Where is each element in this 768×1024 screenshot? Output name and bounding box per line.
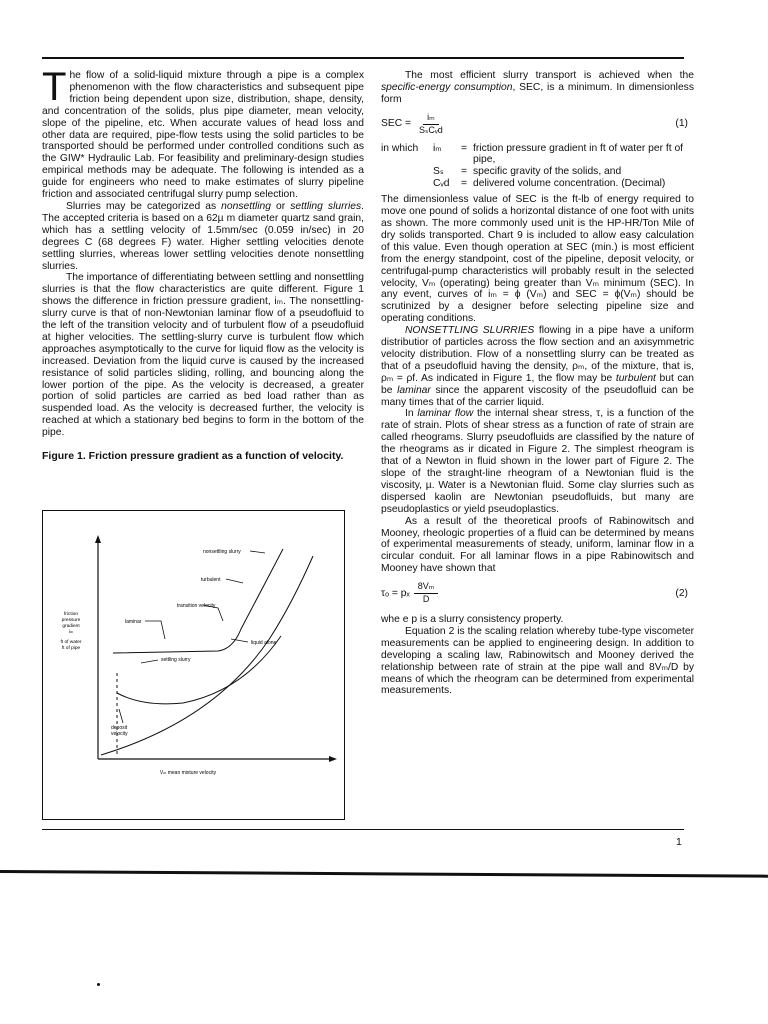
eq1-number: (1) [675, 118, 688, 130]
y-label-4: iₘ [68, 630, 74, 635]
consistency-paragraph: whe e p is a slurry consistency property. [381, 613, 564, 625]
eq2-numerator: 8Vₘ [414, 581, 439, 594]
bottom-rule [42, 829, 684, 830]
label-deposit-2: velocity [111, 731, 128, 737]
deposit-leader [119, 709, 123, 723]
eq1-denominator: SₛCᵥd [419, 124, 443, 135]
figure-1 [42, 510, 345, 820]
definition-row: Cᵥd = delivered volume concentration. (Decimal) [433, 178, 666, 190]
equation-1 [381, 112, 694, 137]
figure-caption: Figure 1. Friction pressure gradient as a function of velocity. [42, 450, 344, 463]
definition-row: Sₛ = specific gravity of the solids, and [433, 166, 622, 178]
scan-edge-line [0, 870, 768, 878]
nonsettling-paragraph: NONSETTLING SLURRIES flowing in a pipe have a uniform distributior of particles across the flow section and an axisymmetric velocity distribution. Flow of a nonsettling slurry can be treated as that of a pseudofluid having the density, ρₘ, of the mixture, that is, ρₘ = ρf. As indicated in Figure 1, the flow may be turbulent but can be laminar since the apparent viscosity of the pseudofluid can be many times that of the carrier liquid. [381, 325, 695, 408]
scan-speck [97, 983, 100, 986]
settling-leader [141, 660, 158, 663]
eq2-fraction [414, 581, 439, 606]
left-column [42, 65, 364, 463]
y-axis-arrow [95, 535, 101, 543]
laminar-paragraph: In laminar flow the internal shear stress, τ, is a function of the rate of strain. Plots of shear stress as a function of rate of strain are called rheograms. Slurry pseudofluids are classified by the nature of the rheograms as ir dicated in Figure 2. The simplest rheogram is that of a Newton in fluid shown in the lower part of Figure 2. The slope of the straıght-line rheogram of a Newtonian fluid is the viscosity, µ. Water is a Newtonian fluid. Some clay slurries such as dispersed kaolin are Newtonian pseudofluids, but many are pseudoplastics or yield pseudoplastics. [381, 408, 695, 515]
settling-difference-paragraph: The importance of differentiating between settling and nonsettling slurries is that the flow characteristics are quite different. Figure 1 shows the difference in friction pressure gradient, iₘ. The nonsettling-slurry curve is that of non-Newtonian laminar flow of a pseudofluid to the left of the transition velocity and of turbulent flow of a pseudofluid at higher velocities. The settling-slurry curve is turbulent flow which approaches asymptotically to the curve for liquid flow as the velocity is increased. Deviation from the liquid curve is caused by the increased resistance of solid particles sliding, rolling, and bouncing along the lower portion of the pipe. As the velocity is decreased, a greater portion of solid particles are carried as bed load rather than as suspended load. As the velocity is decreased further, the velocity is reached at which a stationary bed begins to form in the bottom of the pipe. [42, 272, 364, 439]
y-label-6: ft of pipe [61, 646, 81, 651]
y-label-5: ft of water [60, 640, 82, 645]
rabinowitsch-paragraph: As a result of the theoretical proofs of Rabinowitsch and Mooney, rheologic properties of a fluid can be determined by means of experimental measurements of steady, uniform, laminar flow in a circular conduit. For all laminar flows in a pipe Rabinowitsch and Mooney have shown that [381, 515, 694, 575]
top-rule [42, 57, 684, 59]
nonsettling-curve [113, 549, 283, 653]
turbulent-leader [226, 579, 243, 583]
intro-paragraph: The flow of a solid-liquid mixture through a pipe is a complex phenomenon with the flow characteristics and subsequent pipe friction being dependent upon size, distribution, shape, density, and concentration of the solids, plus pipe diameter, mean velocity, slope of the pipeline, etc. When accurate values of head loss and other data are required, pipe-flow tests using the solid particles to be transported should be performed under controlled conditions such as the GIW* Hydraulic Lab. For feasibility and preliminary-design studies empirical methods may be adequate. The following is intended as a guide for engineers who need to make estimates of slurry pipeline friction and associated centrifugal slurry pump selection. [42, 65, 364, 201]
x-label: Vₘ mean mixture velocity [159, 770, 217, 776]
label-settling: settling slurry [161, 657, 191, 663]
settling-curve [117, 636, 281, 704]
liquid-curve [101, 556, 313, 755]
eq1-numerator: iₘ [423, 112, 439, 125]
page-number: 1 [676, 836, 682, 848]
definition-row: in which iₘ = friction pressure gradient in ft of water per ft of pipe, [381, 142, 684, 166]
eq2-denominator: D [422, 594, 430, 605]
label-liquid: liquid alone [251, 640, 277, 646]
label-turbulent: turbulent [201, 577, 221, 583]
definition-list [381, 143, 694, 191]
label-nonsettling: nonsettling slurry [203, 549, 241, 555]
y-label-1: friction [63, 612, 79, 617]
slurry-category-paragraph: Slurries may be categorized as nonsettling or settling slurries. The accepted criteria is based on a 62µ m diameter quartz sand grain, which has a settling velocity of 1.5mm/sec (0.059 in/sec) in 20 degrees C (68 degrees F) water. Higher settling velocities denote settling slurries, whereas lower settling velocities denote nonsettling slurries. [42, 200, 364, 272]
eq2-number: (2) [675, 587, 688, 599]
y-label-2: pressure [61, 618, 81, 623]
right-column [381, 70, 694, 697]
sec-paragraph: The most efficient slurry transport is achieved when the specific-energy consumption, SEC, is a minimum. In dimensionless form [381, 70, 694, 105]
scaling-paragraph: Equation 2 is the scaling relation whereby tube-type viscometer measurements can be applied to engineering design. In addition to developing a scaling law, Rabinowitsch and Mooney derived the relationship between rate of strain at the pipe wall and 8Vₘ/D by means of which the rheogram can be determined from experimental measurements. [381, 625, 694, 697]
drop-cap: T [42, 65, 67, 109]
eq2-lhs: τₒ = pₓ [381, 587, 410, 599]
sec-explanation-paragraph: The dimensionless value of SEC is the ft-lb of energy required to move one pound of solids a horizontal distance of one foot with units as shown. The more commonly used unit is the HP-HR/Ton Mile of dry solids transported. Chart 9 is included to allow easy calculation of this value. Even though operation at SEC (min.) is most efficient from the energy standpoint, cost of the pipeline, deposit velocity, or centrifugal-pump characteristics will probably result in the selected velocity, Vₘ (operating) being greater than Vₘ minimum (SEC). In any event, curves of iₘ = ϕ (Vₘ) and SEC = ϕ(Vₘ) should be scrutinized by a designer before selecting pipeline size and operating conditions. [381, 194, 694, 325]
nonsettling-leader [250, 551, 265, 553]
label-transition: transition velocity [177, 603, 216, 609]
figure-diagram [43, 511, 346, 821]
label-deposit-1: deposit [111, 725, 128, 731]
eq1-fraction [415, 112, 447, 137]
y-label-3: gradient [62, 624, 80, 629]
equation-2 [381, 581, 694, 606]
eq1-lhs: SEC = [381, 118, 412, 130]
x-axis-arrow [329, 756, 337, 762]
label-laminar: laminar [125, 619, 142, 625]
laminar-leader [145, 621, 165, 639]
